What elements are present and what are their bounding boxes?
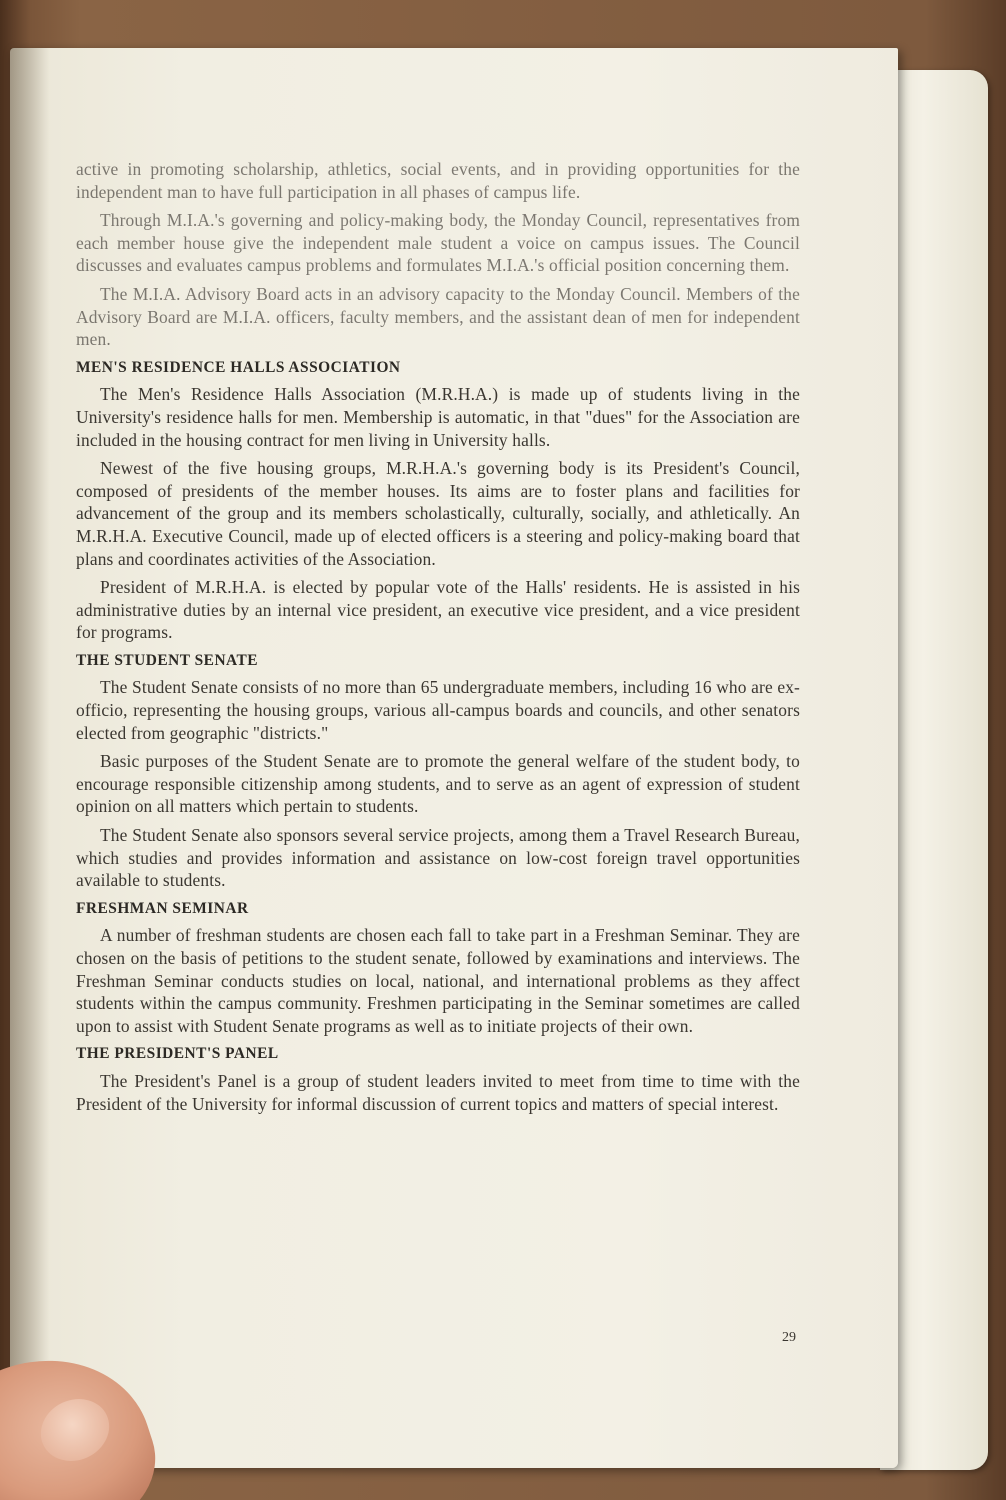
- paragraph: Newest of the five housing groups, M.R.H.A.'s governing body is its President's Council, composed of presidents of the member houses. Its aims are to foster plans and facilities for advancement of the group and its members scholastically, culturally, socially, and athletically. An M.R.H.A. Executive Council, made up of elected officers is a steering and policy-making board that plans and coordinates activities of the Association.: [76, 458, 800, 569]
- spine-shadow: [10, 48, 50, 1468]
- paragraph: The Men's Residence Halls Association (M.R.H.A.) is made up of students living in the University's residence halls for men. Membership is automatic, in that "dues" for the Association are included in the housing contract for men living in University halls.: [76, 384, 800, 450]
- paragraph: active in promoting scholarship, athletics, social events, and in providing opportunities for the independent man to have full participation in all phases of campus life.: [76, 159, 800, 202]
- paragraph: Basic purposes of the Student Senate are to promote the general welfare of the student body, to encourage responsible citizenship among students, and to serve as an agent of expression of student opinion on all matters which pertain to students.: [76, 751, 800, 817]
- paragraph: The Student Senate also sponsors several service projects, among them a Travel Research Bureau, which studies and provides information and assistance on low-cost foreign travel opportunities available to students.: [76, 825, 800, 891]
- section-heading: FRESHMAN SEMINAR: [76, 899, 249, 917]
- section-heading: MEN'S RESIDENCE HALLS ASSOCIATION: [76, 358, 401, 376]
- page-number: 29: [782, 1330, 796, 1345]
- section-heading: THE STUDENT SENATE: [76, 651, 259, 669]
- section-heading: THE PRESIDENT'S PANEL: [76, 1045, 279, 1063]
- paragraph: President of M.R.H.A. is elected by popular vote of the Halls' residents. He is assisted in his administrative duties by an internal vice president, an executive vice president, and a vice president for programs.: [76, 577, 800, 643]
- paragraph: Through M.I.A.'s governing and policy-making body, the Monday Council, representatives from each member house give the independent male student a voice on campus issues. The Council discusses and evaluates campus problems and formulates M.I.A.'s official position concerning them.: [76, 210, 800, 276]
- paragraph: The Student Senate consists of no more than 65 undergraduate members, including 16 who are ex-officio, representing the housing groups, various all-campus boards and councils, and other senators elected from geographic "districts.": [76, 677, 800, 743]
- paragraph: The M.I.A. Advisory Board acts in an advisory capacity to the Monday Council. Members of the Advisory Board are M.I.A. officers, faculty members, and the assistant dean of men for independent men.: [76, 283, 800, 350]
- page-text: [76, 158, 800, 1121]
- paragraph: A number of freshman students are chosen each fall to take part in a Freshman Seminar. They are chosen on the basis of petitions to the student senate, followed by examinations and interviews. The Freshman Seminar conducts studies on local, national, and international problems as they affect students within the campus community. Freshmen participating in the Seminar sometimes are called upon to assist with Student Senate programs as well as to initiate projects of their own.: [76, 925, 800, 1036]
- paragraph: The President's Panel is a group of student leaders invited to meet from time to time with the President of the University for informal discussion of current topics and matters of special interest.: [76, 1070, 800, 1114]
